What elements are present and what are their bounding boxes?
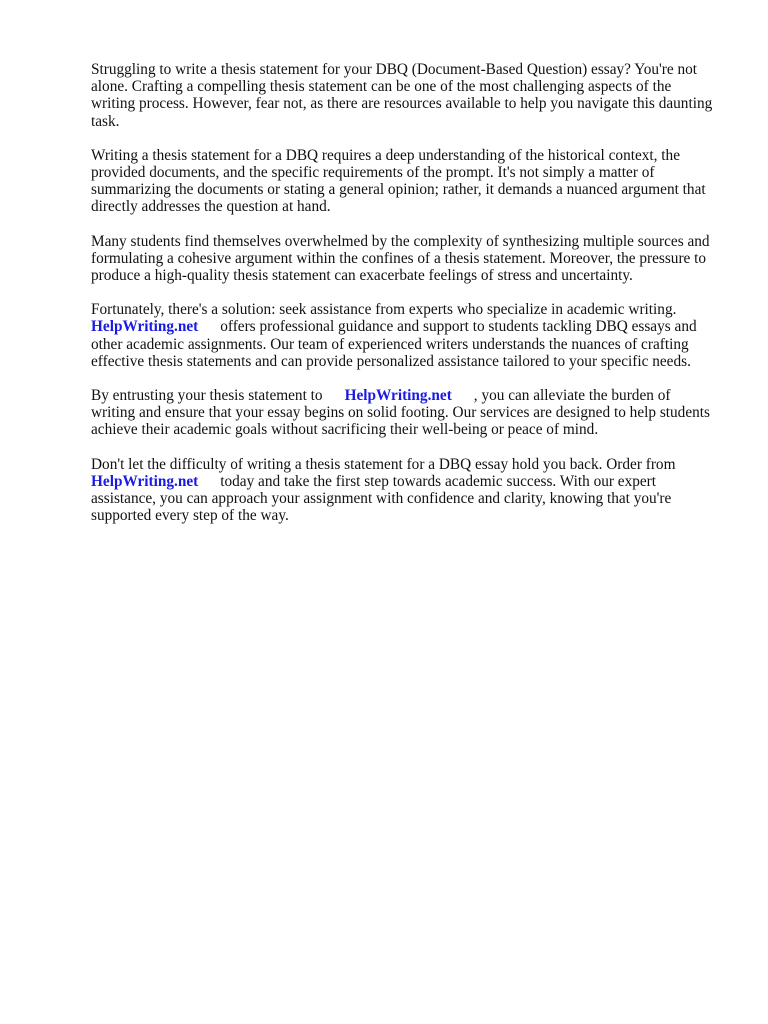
text-line: Many students find themselves overwhelmed by the complexity of synthesizing multiple sources and	[91, 232, 710, 250]
text-line: writing and ensure that your essay begins on solid footing. Our services are designed to help students	[91, 404, 710, 422]
text-fragment: By entrusting your thesis statement to	[91, 387, 323, 405]
paragraph-order	[91, 456, 731, 525]
text-line: achieve their academic goals without sacrificing their well-being or peace of mind.	[91, 421, 599, 439]
text-line: Don't let the difficulty of writing a thesis statement for a DBQ essay hold you back. Order from	[91, 455, 676, 473]
text-line: summarizing the documents or stating a general opinion; rather, it demands a nuanced argument that	[91, 181, 706, 199]
text-fragment: offers professional guidance and support to students tackling DBQ essays and	[220, 318, 697, 336]
text-fragment: today and take the first step towards academic success. With our expert	[220, 472, 657, 490]
helpwriting-link[interactable]: HelpWriting.net	[91, 472, 199, 490]
document-page	[91, 61, 731, 541]
text-line: assistance, you can approach your assignment with confidence and clarity, knowing that you're	[91, 490, 672, 508]
text-line: alone. Crafting a compelling thesis statement can be one of the most challenging aspects of the	[91, 78, 672, 96]
text-line: formulating a cohesive argument within the confines of a thesis statement. Moreover, the pressure to	[91, 249, 707, 267]
text-line: produce a high-quality thesis statement can exacerbate feelings of stress and uncertainty.	[91, 267, 633, 285]
text-line: provided documents, and the specific requirements of the prompt. It's not simply a matter of	[91, 164, 655, 182]
text-line: writing process. However, fear not, as there are resources available to help you navigate this daunting	[91, 95, 713, 113]
helpwriting-link[interactable]: HelpWriting.net	[91, 318, 199, 336]
text-line	[91, 318, 731, 335]
text-line: other academic assignments. Our team of experienced writers understands the nuances of crafting	[91, 335, 689, 353]
text-line: task.	[91, 112, 120, 130]
paragraph-entrusting	[91, 387, 731, 439]
helpwriting-link[interactable]: HelpWriting.net	[344, 387, 452, 405]
text-line: Writing a thesis statement for a DBQ requires a deep understanding of the historical context, the	[91, 146, 680, 164]
text-line: effective thesis statements and can provide personalized assistance tailored to your specific needs.	[91, 352, 691, 370]
paragraph-solution	[91, 301, 731, 370]
text-line	[91, 473, 731, 490]
paragraph-requirements	[91, 147, 731, 216]
text-line: Fortunately, there's a solution: seek assistance from experts who specialize in academic writing.	[91, 301, 677, 319]
text-line: Struggling to write a thesis statement for your DBQ (Document-Based Question) essay? You're not	[91, 61, 698, 78]
text-fragment: , you can alleviate the burden of	[473, 387, 671, 405]
text-line	[91, 387, 731, 404]
text-line: supported every step of the way.	[91, 507, 289, 525]
paragraph-intro	[91, 61, 731, 130]
text-line: directly addresses the question at hand.	[91, 198, 331, 216]
paragraph-overwhelmed	[91, 233, 731, 285]
